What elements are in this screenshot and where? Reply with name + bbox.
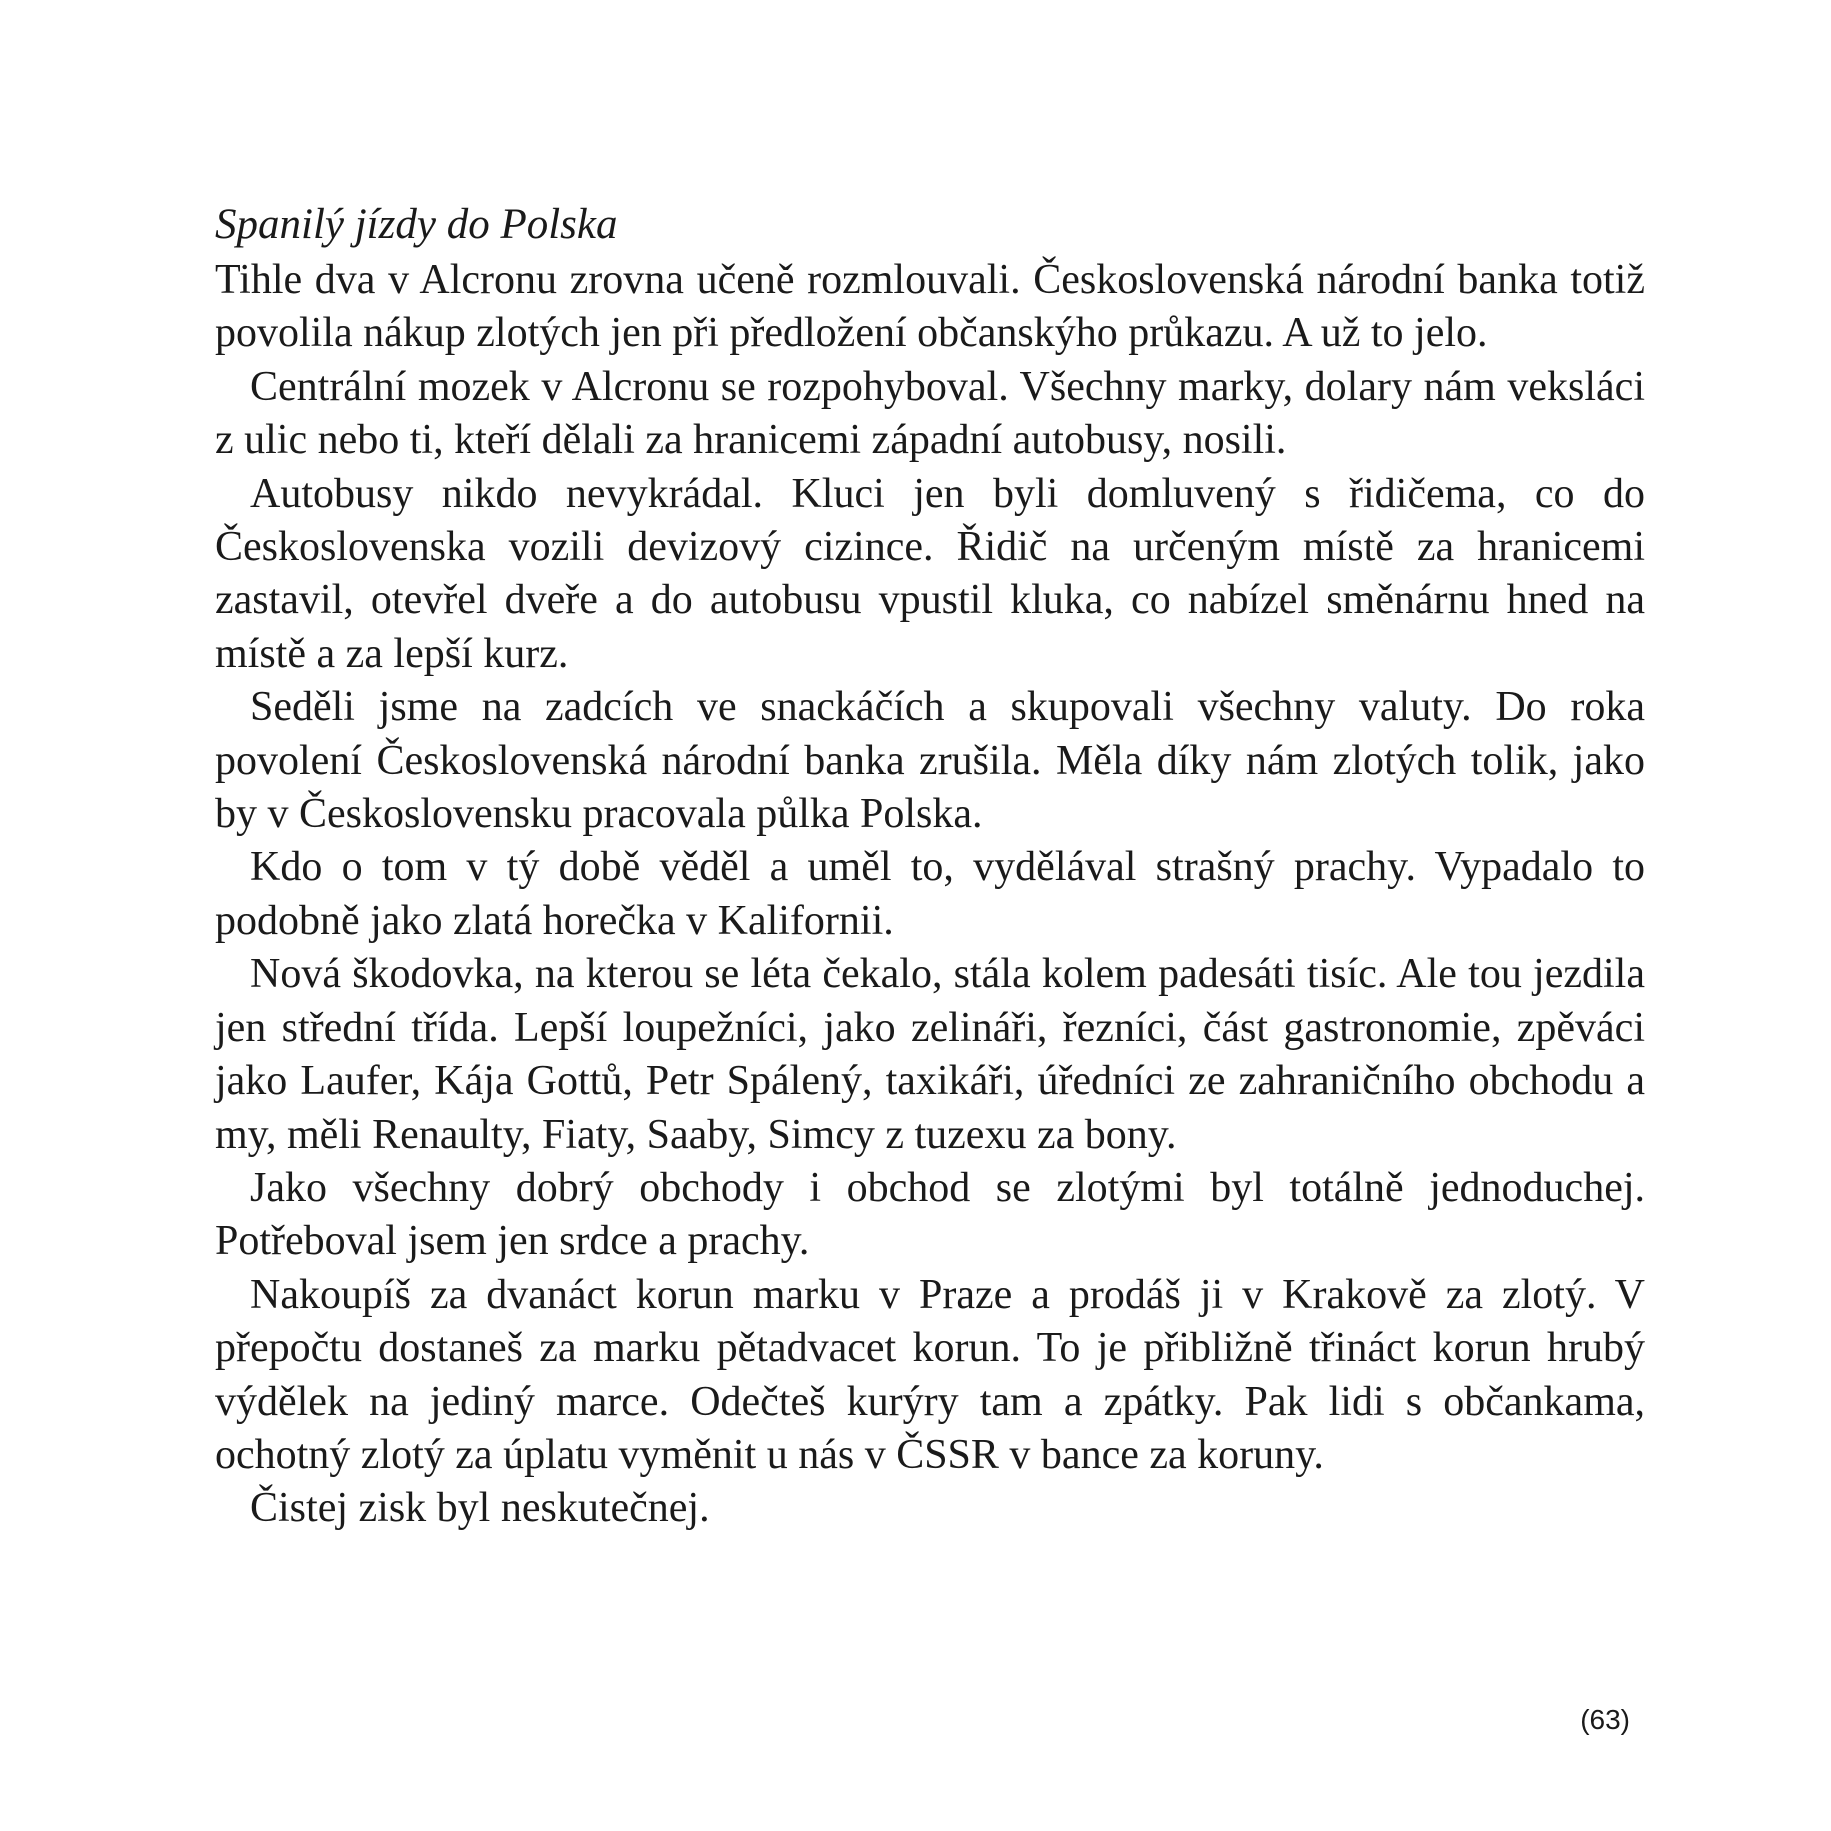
paragraph-2: Centrální mozek v Alcronu se rozpohyboval. Všechny marky, dolary nám veksláci z ulic nebo ti, kteří dělali za hranicemi západní autobusy, nosili. [215,363,1645,464]
page-number: (63) [1580,1704,1630,1735]
paragraph-7: Jako všechny dobrý obchody i obchod se zlotými byl totálně jednoduchej. Potřeboval jsem jen srdce a prachy. [215,1164,1645,1265]
paragraph-9: Čistej zisk byl neskutečnej. [250,1485,710,1532]
paragraph-5: Kdo o tom v tý době věděl a uměl to, vydělával strašný prachy. Vypadalo to podobně jako zlatá horečka v Kalifornii. [215,844,1645,944]
paragraph-3: Autobusy nikdo nevykrádal. Kluci jen byli domluvený s řidičema, co do Československa vozili devizový cizince. Řidič na určeným místě za hranicemi zastavil, otevřel dveře a do autobusu vpustil kluka, co nabízel směnárnu hned na místě a za lepší kurz. [215,470,1645,677]
paragraph-4: Seděli jsme na zadcích ve snackáčích a skupovali všechny valuty. Do roka povolení Československá národní banka zrušila. Měla díky nám zlotých tolik, jako by v Československu pracovala půlka Polska. [215,684,1645,838]
paragraph-6: Nová škodovka, na kterou se léta čekalo, stála kolem padesáti tisíc. Ale tou jezdila jen střední třída. Lepší loupežníci, jako zelináři, řezníci, část gastronomie, zpěváci jako Laufer, Kája Gottů, Petr Spálený, taxikáři, úředníci ze zahraničního obchodu a my, měli Renaulty, Fiaty, Saaby, Simcy z tuzexu za bony. [215,951,1645,1158]
paragraph-1: Tihle dva v Alcronu zrovna učeně rozmlouvali. Československá národní banka totiž povolila nákup zlotých jen při předložení občanskýho průkazu. A už to jelo. [215,257,1645,357]
chapter-title: Spanilý jízdy do Polska [215,201,618,248]
paragraph-8: Nakoupíš za dvanáct korun marku v Praze a prodáš ji v Krakově za zlotý. V přepočtu dostaneš za marku pětadvacet korun. To je přibližně třináct korun hrubý výdělek na jediný marce. Odečteš kurýry tam a zpátky. Pak lidi s občankama, ochotný zlotý za úplatu vyměnit u nás v ČSSR v bance za koruny. [215,1271,1645,1478]
text-block [215,196,1645,1536]
